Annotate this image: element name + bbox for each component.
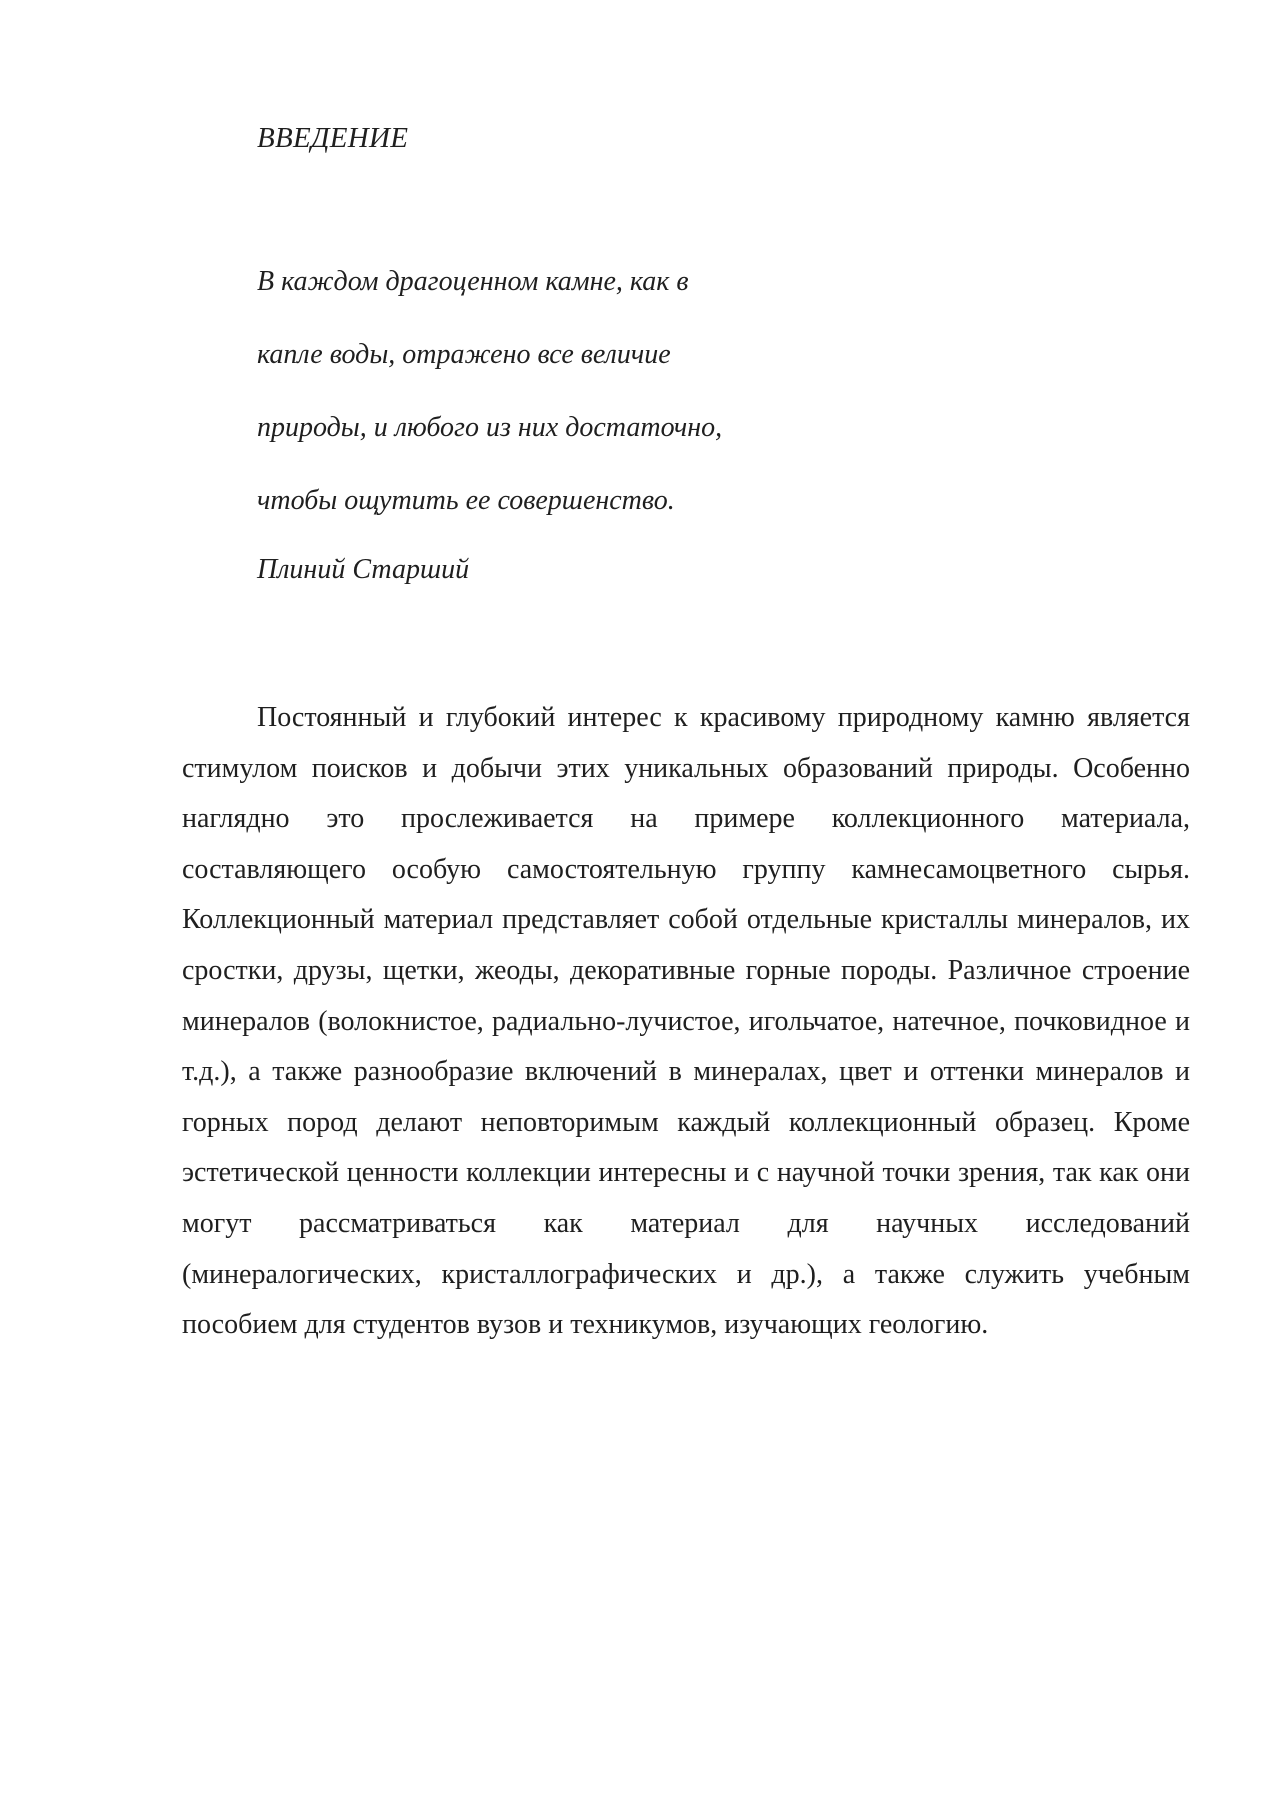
epigraph-line: природы, и любого из них достаточно, (257, 412, 723, 443)
epigraph-line: чтобы ощутить ее совершенство. (257, 485, 675, 516)
page-heading: ВВЕДЕНИЕ (257, 122, 409, 154)
epigraph-author: Плиний Старший (257, 554, 470, 585)
epigraph (257, 262, 722, 590)
intro-paragraph: Постоянный и глубокий интерес к красивому природному камню является стимулом поисков и добычи этих уникальных образований природы. Особенно наглядно это прослеживается на примере коллекционного материала, составляющего особую самостоятельную группу камнесамоцветного сырья. Коллекционный материал представляет собой отдельные кристаллы минералов, их сростки, друзы, щетки, жеоды, декоративные горные породы. Различное строение минералов (волокнистое, радиально-лучистое, игольчатое, натечное, почковидное и т.д.), а также разнообразие включений в минералах, цвет и оттенки минералов и горных пород делают неповторимым каждый коллекционный образец. Кроме эстетической ценности коллекции интересны и с научной точки зрения, так как они могут рассматриваться как материал для научных исследований (минералогических, кристаллографических и др.), а также служить учебным пособием для студентов вузов и техникумов, изучающих геологию. (182, 702, 1190, 1341)
epigraph-line: В каждом драгоценном камне, как в (257, 266, 689, 297)
epigraph-line: капле воды, отражено все величие (257, 339, 671, 370)
